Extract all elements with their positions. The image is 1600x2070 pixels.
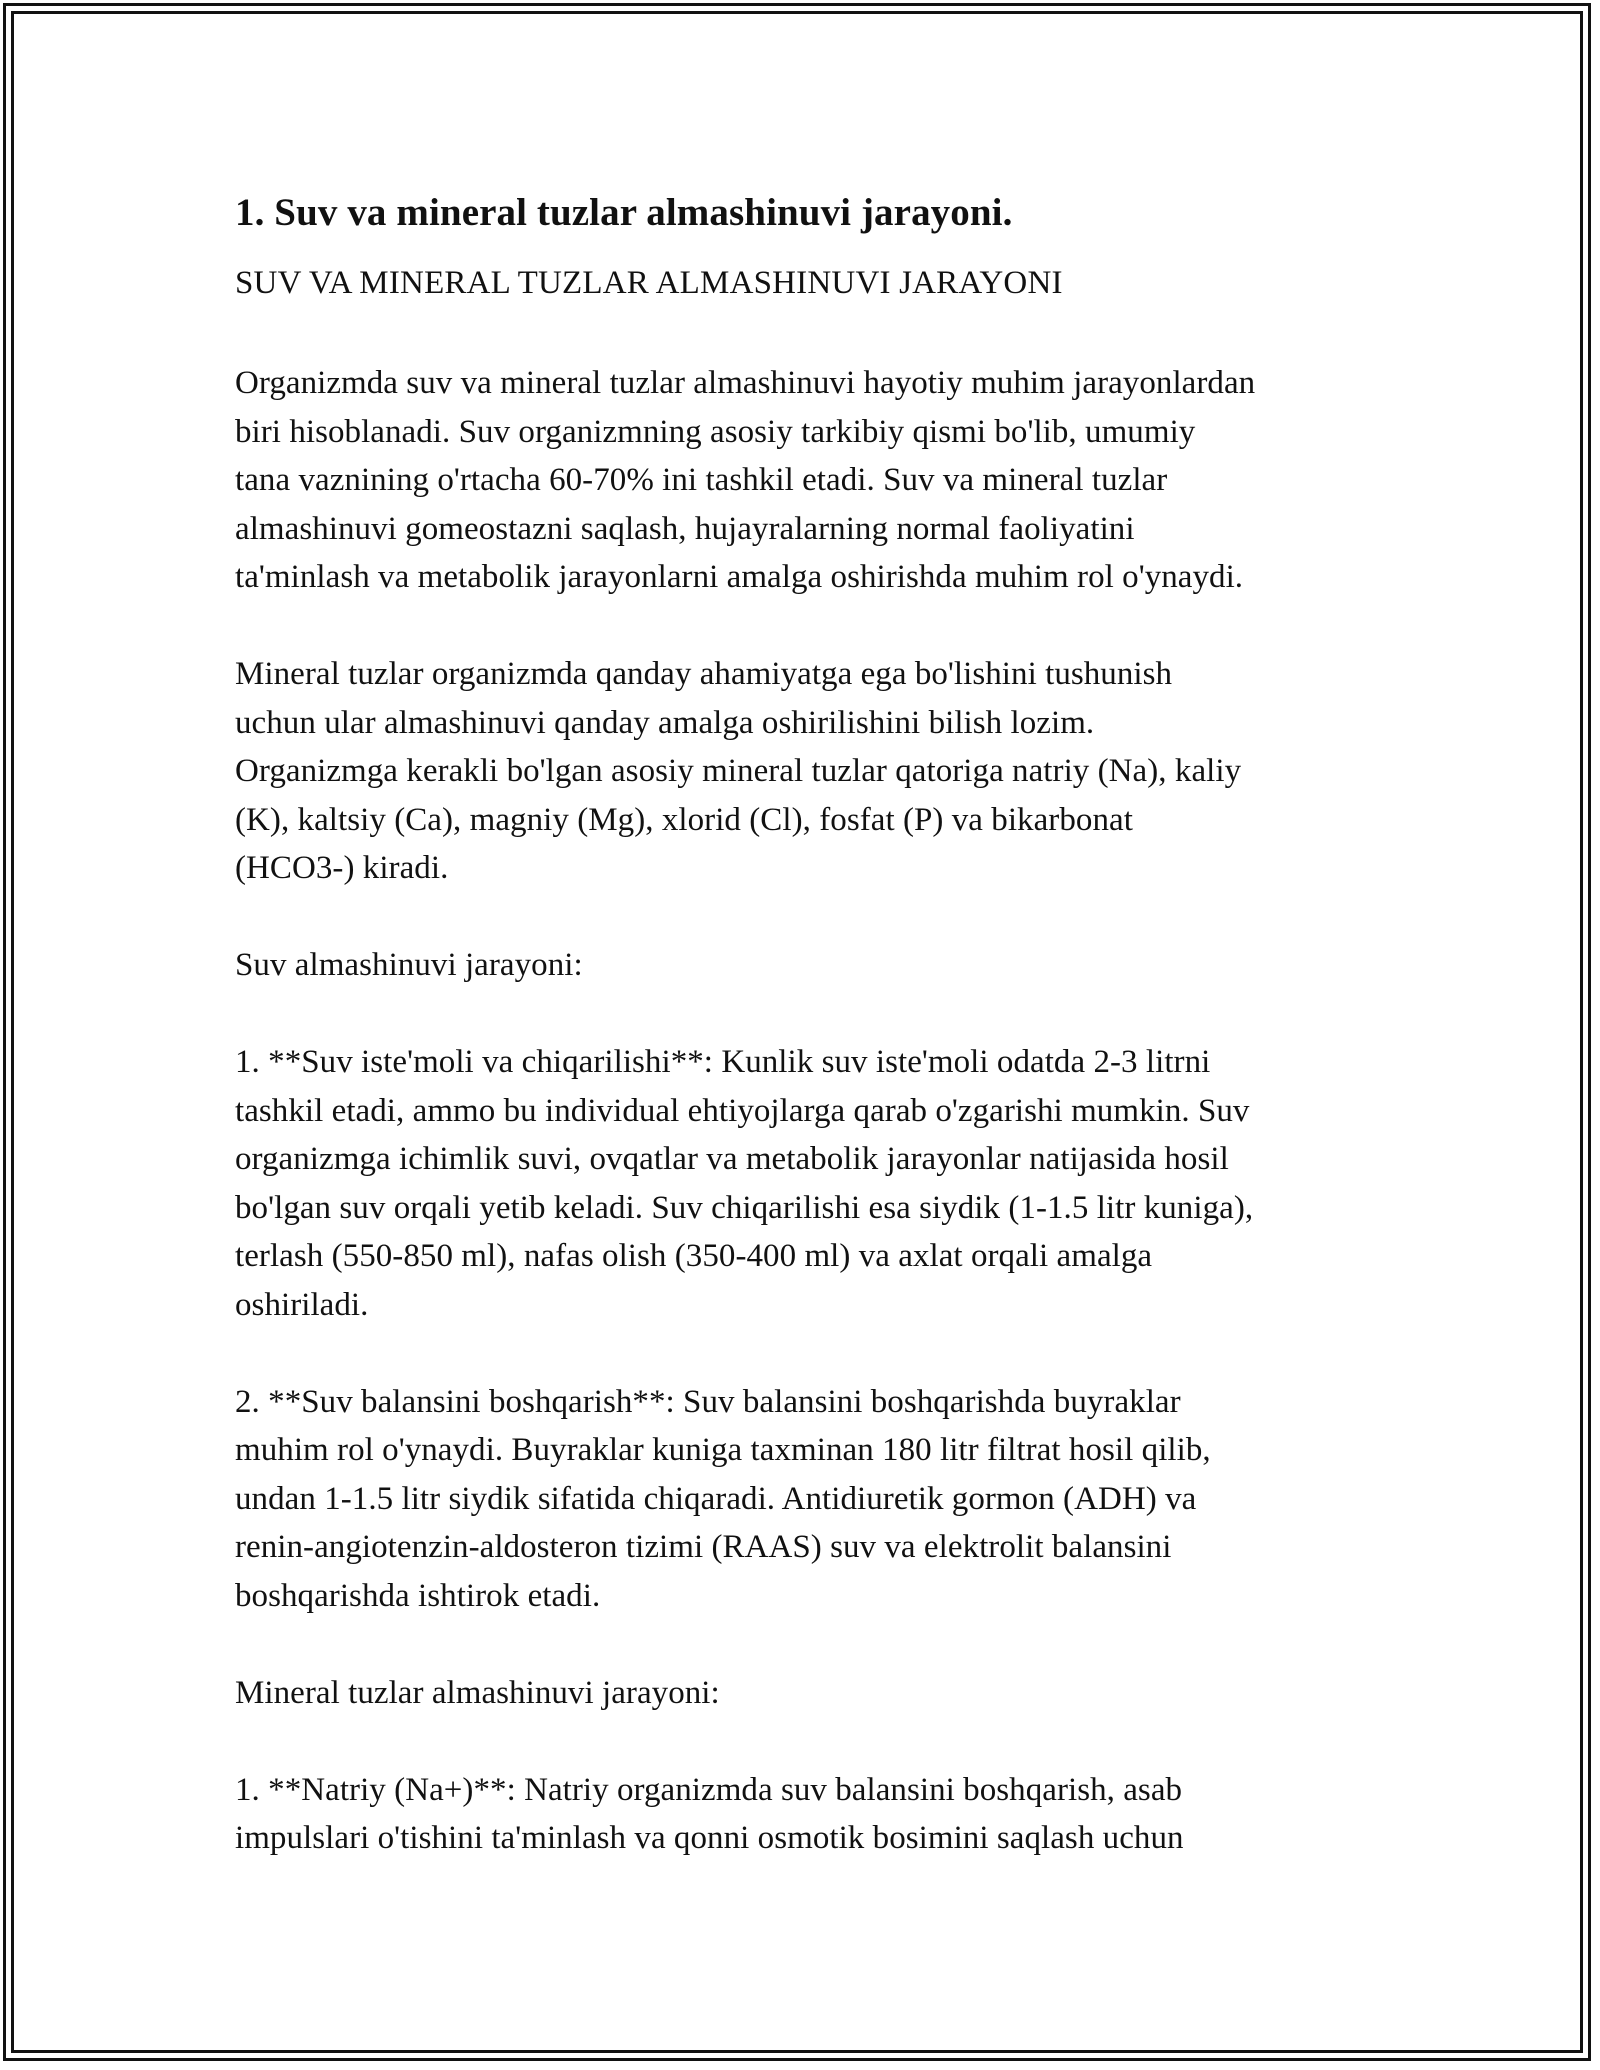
paragraph-line: Suv almashinuvi jarayoni: [235, 947, 583, 983]
paragraph-line: organizmga ichimlik suvi, ovqatlar va metabolik jarayonlar natijasida hosil [235, 1141, 1229, 1177]
paragraph-line: renin-angiotenzin-aldosteron tizimi (RAAS) suv va elektrolit balansini [235, 1529, 1172, 1565]
paragraph [235, 359, 1385, 602]
paragraph-line: almashinuvi gomeostazni saqlash, hujayralarning normal faoliyatini [235, 510, 1135, 547]
document-body [235, 185, 1385, 1863]
paragraph-line: (HCO3-) kiradi. [235, 850, 449, 886]
paragraph-line: uchun ular almashinuvi qanday amalga oshirilishini bilish lozim. [235, 704, 1095, 741]
paragraph-line: Organizmga kerakli bo'lgan asosiy mineral tuzlar qatoriga natriy (Na), kaliy [235, 753, 1242, 789]
paragraph [235, 1038, 1385, 1329]
paragraph-line: ta'minlash va metabolik jarayonlarni amalga oshirishda muhim rol o'ynaydi. [235, 559, 1244, 595]
paragraph-line: 1. **Suv iste'moli va chiqarilishi**: Kunlik suv iste'moli odatda 2-3 litrni [235, 1044, 1211, 1080]
paragraph-list [235, 359, 1385, 1863]
paragraph-line: biri hisoblanadi. Suv organizmning asosiy tarkibiy qismi bo'lib, umumiy [235, 413, 1196, 450]
paragraph-line: impulslari o'tishini ta'minlash va qonni osmotik bosimini saqlash uchun [235, 1820, 1184, 1856]
paragraph-line: 2. **Suv balansini boshqarish**: Suv balansini boshqarishda buyraklar [235, 1383, 1181, 1420]
paragraph-line: 1. **Natriy (Na+)**: Natriy organizmda suv balansini boshqarish, asab [235, 1771, 1183, 1808]
document-heading: 1. Suv va mineral tuzlar almashinuvi jarayoni. [235, 191, 1013, 234]
paragraph [235, 650, 1385, 893]
paragraph-line: tana vaznining o'rtacha 60-70% ini tashkil etadi. Suv va mineral tuzlar [235, 462, 1168, 498]
paragraph [235, 941, 1385, 990]
paragraph [235, 1669, 1385, 1718]
paragraph-line: undan 1-1.5 litr siydik sifatida chiqaradi. Antidiuretik gormon (ADH) va [235, 1480, 1197, 1517]
paragraph [235, 1766, 1385, 1863]
document-subheading: SUV VA MINERAL TUZLAR ALMASHINUVI JARAYONI [235, 265, 1063, 301]
paragraph-line: (K), kaltsiy (Ca), magniy (Mg), xlorid (Cl), fosfat (P) va bikarbonat [235, 801, 1133, 838]
paragraph-line: bo'lgan suv orqali yetib keladi. Suv chiqarilishi esa siydik (1-1.5 litr kuniga), [235, 1189, 1254, 1226]
paragraph-line: muhim rol o'ynaydi. Buyraklar kuniga taxminan 180 litr filtrat hosil qilib, [235, 1432, 1211, 1468]
paragraph [235, 1378, 1385, 1621]
paragraph-line: Mineral tuzlar organizmda qanday ahamiyatga ega bo'lishini tushunish [235, 656, 1173, 692]
paragraph-line: Organizmda suv va mineral tuzlar almashinuvi hayotiy muhim jarayonlardan [235, 365, 1256, 401]
paragraph-line: boshqarishda ishtirok etadi. [235, 1577, 601, 1614]
paragraph-line: Mineral tuzlar almashinuvi jarayoni: [235, 1674, 720, 1711]
paragraph-line: oshiriladi. [235, 1286, 369, 1323]
paragraph-line: tashkil etadi, ammo bu individual ehtiyojlarga qarab o'zgarishi mumkin. Suv [235, 1092, 1250, 1129]
paragraph-line: terlash (550-850 ml), nafas olish (350-400 ml) va axlat orqali amalga [235, 1238, 1153, 1274]
